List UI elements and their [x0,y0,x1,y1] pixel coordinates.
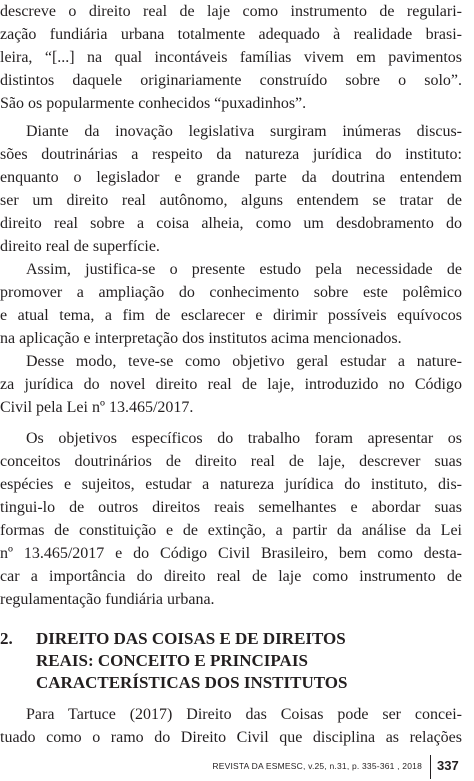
paragraph-3 [0,258,462,350]
page-number: 337 [437,758,459,773]
paragraph-line: za jurídica do novel direito real de laje, introduzido no Código [0,376,462,393]
paragraph-line: enquanto o legislador e grande parte da doutrina entendem [0,169,462,186]
paragraph-line: Assim, justifica-se o presente estudo pela necessidade de [26,261,462,278]
paragraph-line: promover a ampliação do conhecimento sobre este polêmico [0,284,462,301]
paragraph-line: direito real de superfície. [0,238,160,255]
paragraph-line: Desse modo, teve-se como objetivo geral estudar a nature- [26,353,462,370]
paragraph-5 [0,427,462,611]
section-number: 2. [0,629,13,648]
paragraph-line: Diante da inovação legislativa surgiram inúmeras discus- [26,123,462,140]
footer-divider [430,755,431,779]
paragraph-line: tingui-lo de outros direitos reais semelhantes e abordar suas [0,499,462,516]
paragraph-line: na aplicação e interpretação dos institutos acima mencionados. [0,330,402,347]
section-title [36,628,462,694]
section-title-line: DIREITO DAS COISAS E DE DIREITOS [36,629,346,648]
page-footer [0,755,474,781]
paragraph-4 [0,350,462,419]
paragraph-line: São os popularmente conhecidos “puxadinhos”. [0,95,307,112]
paragraph-line: Civil pela Lei nº 13.465/2017. [0,399,194,416]
section-title-line: REAIS: CONCEITO E PRINCIPAIS [36,651,308,670]
paragraph-line: Os objetivos específicos do trabalho foram apresentar os [26,430,462,447]
journal-citation: REVISTA DA ESMESC, v.25, n.31, p. 335-361 , 2018 [212,761,422,771]
paragraph-line: sões doutrinárias a respeito da natureza jurídica do instituto: [0,146,462,163]
paragraph-line: car a importância do direito real de laje como instrumento de [0,568,462,585]
paragraph-line: Para Tartuce (2017) Direito das Coisas pode ser concei- [26,706,462,723]
paragraph-line: descreve o direito real de laje como instrumento de regulari- [0,3,462,20]
paragraph-6 [0,703,462,749]
section-title-line: CARACTERÍSTICAS DOS INSTITUTOS [36,673,348,692]
paragraph-line: direito real sobre a coisa alheia, como um desdobramento do [0,215,462,232]
paragraph-line: ser um direito real autônomo, alguns entendem se tratar de [0,192,462,209]
paragraph-line: e atual tema, a fim de esclarecer e dirimir possíveis equívocos [0,307,462,324]
paragraph-line: regulamentação fundiária urbana. [0,591,215,608]
paragraph-line: zação fundiária urbana totalmente adequado à realidade brasi- [0,26,462,43]
paragraph-line: distintos daquele originariamente construído sobre o solo”. [0,72,462,89]
paragraph-line: formas de constituição e de extinção, a partir da análise da Lei [0,522,462,539]
paragraph-line: tuado como o ramo do Direito Civil que disciplina as relações [0,729,462,746]
paragraph-line: conceitos doutrinários de direito real de laje, descrever suas [0,453,462,470]
paragraph-line: nº 13.465/2017 e do Código Civil Brasileiro, bem como desta- [0,545,462,562]
paragraph-line: espécies e sujeitos, estudar a natureza jurídica do instituto, dis- [0,476,462,493]
paragraph-2 [0,120,462,258]
paragraph-1 [0,0,462,115]
paragraph-line: leira, “[...] na qual incontáveis famílias vivem em pavimentos [0,49,462,66]
